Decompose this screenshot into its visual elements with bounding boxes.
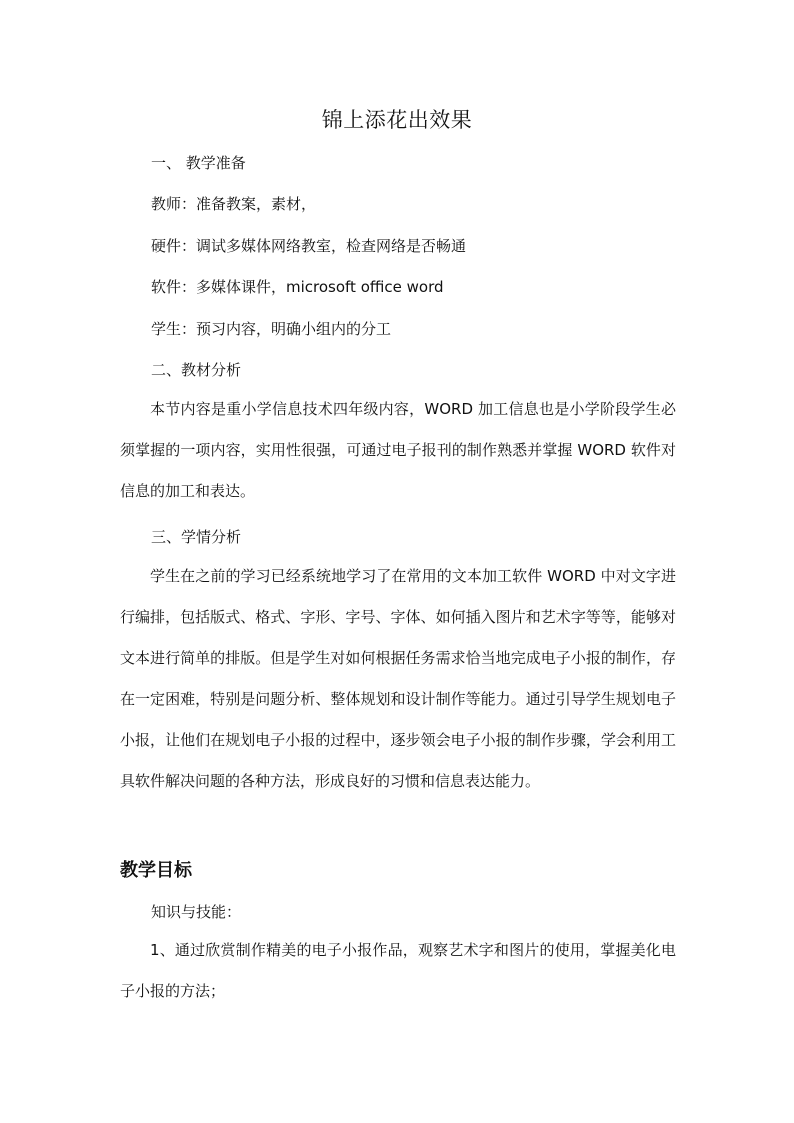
objectives-subheading: 知识与技能： <box>151 903 242 921</box>
section-heading-student-analysis: 三、学情分析 <box>151 528 242 546</box>
objective-item-1: 1、通过欣赏制作精美的电子小报作品，观察艺术字和图片的使用，掌握美化电子小报的方法； <box>120 941 676 1000</box>
prep-item-hardware: 硬件：调试多媒体网络教室，检查网络是否畅通 <box>151 237 467 255</box>
material-analysis-paragraph: 本节内容是重小学信息技术四年级内容，WORD 加工信息也是小学阶段学生必须掌握的一项内容，实用性很强，可通过电子报刊的制作熟悉并掌握 WORD 软件对信息的加工和表达。 <box>120 400 676 500</box>
section-heading-material-analysis: 二、教材分析 <box>151 361 242 379</box>
prep-item-software: 软件：多媒体课件，microsoft office word <box>151 278 444 296</box>
section-heading-preparation: 一、 教学准备 <box>151 154 246 172</box>
prep-item-teacher: 教师：准备教案，素材， <box>151 195 317 213</box>
prep-item-students: 学生：预习内容，明确小组内的分工 <box>151 320 392 338</box>
document-title: 锦上添花出效果 <box>321 108 473 132</box>
objectives-heading: 教学目标 <box>120 860 192 881</box>
student-analysis-paragraph: 学生在之前的学习已经系统地学习了在常用的文本加工软件 WORD 中对文字进行编排，包括版式、格式、字形、字号、字体、如何插入图片和艺术字等等，能够对文本进行简单的排版。但是学生对如何根据任务需求恰当地完成电子小报的制作，存在一定困难，特别是问题分析、整体规划和设计制作等能力。通过引导学生规划电子小报，让他们在规划电子小报的过程中，逐步领会电子小报的制作步骤，学会利用工具软件解决问题的各种方法，形成良好的习惯和信息表达能力。 <box>120 567 676 790</box>
